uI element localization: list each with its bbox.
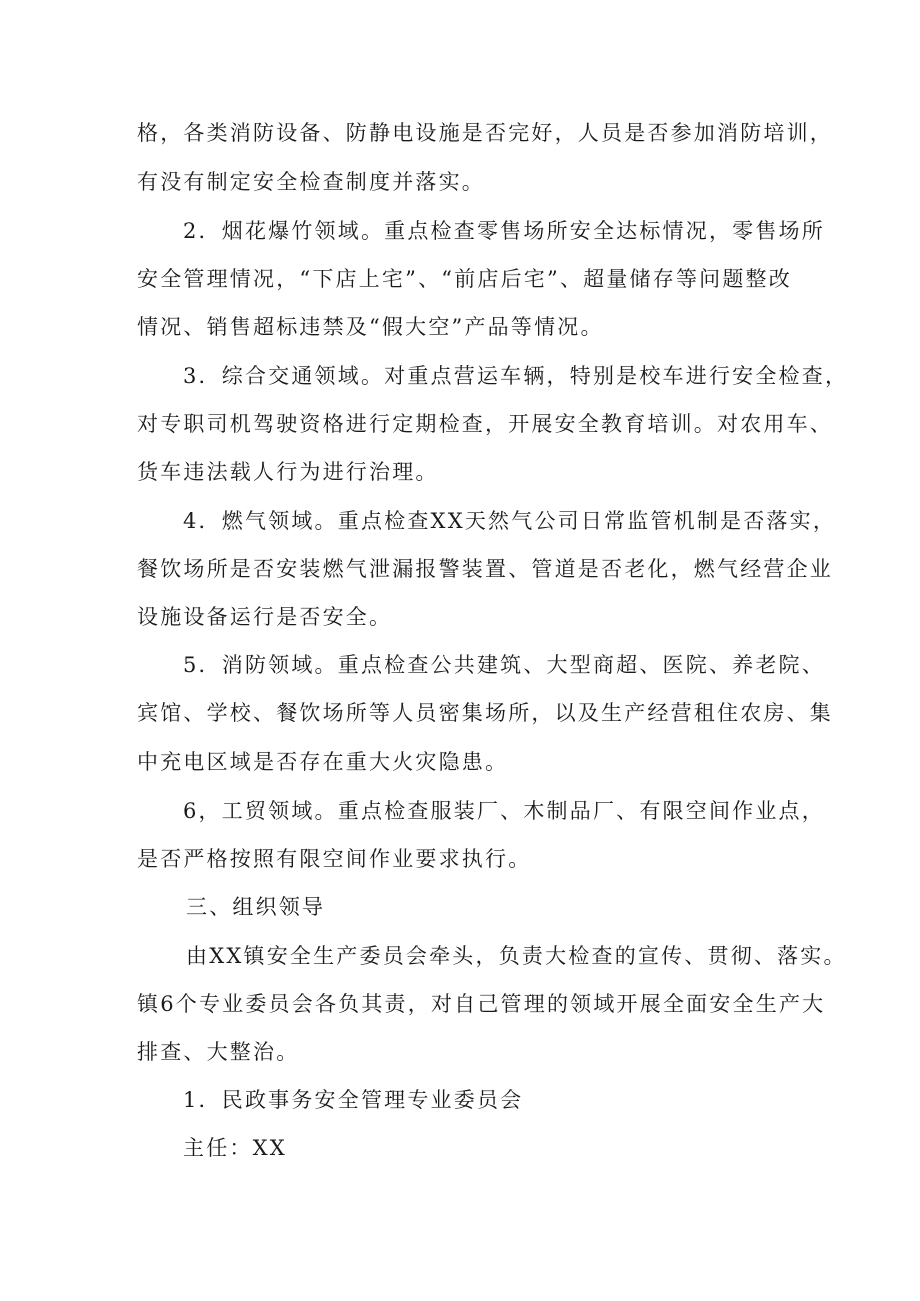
text-line: 对专职司机驾驶资格进行定期检查，开展安全教育培训。对农用车、 [137,412,833,436]
text-line: 5．消防领域。重点检查公共建筑、大型商超、医院、养老院、 [183,653,825,677]
text-line: 宾馆、学校、餐饮场所等人员密集场所，以及生产经营租住农房、集 [137,701,833,725]
text-line: 情况、销售超标违禁及“假大空”产品等情况。 [137,315,604,339]
text-line: 3．综合交通领域。对重点营运车辆，特别是校车进行安全检查， [183,364,849,388]
text-line: 安全管理情况，“下店上宅”、“前店后宅”、超量储存等问题整改 [137,267,792,291]
text-line: 是否严格按照有限空间作业要求执行。 [137,847,532,871]
text-line: 格，各类消防设备、防静电设施是否完好，人员是否参加消防培训， [137,121,833,145]
section-heading: 三、组织领导 [186,895,326,919]
text-line: 排查、大整治。 [137,1040,300,1064]
text-line: 主任：XX [183,1136,287,1160]
text-line: 由XX镇安全生产委员会牵头，负责大检查的宣传、贯彻、落实。 [186,944,847,968]
text-line: 中充电区域是否存在重大火灾隐患。 [137,750,509,774]
text-line: 1．民政事务安全管理专业委员会 [183,1088,524,1112]
text-line: 货车违法载人行为进行治理。 [137,460,439,484]
text-line: 设施设备运行是否安全。 [137,605,393,629]
text-line: 有没有制定安全检查制度并落实。 [137,170,485,194]
text-line: 6，工贸领域。重点检查服装厂、木制品厂、有限空间作业点， [183,799,825,823]
text-line: 4．燃气领域。重点检查XX天然气公司日常监管机制是否落实， [183,509,837,533]
text-line: 餐饮场所是否安装燃气泄漏报警装置、管道是否老化，燃气经营企业 [137,557,833,581]
text-line: 2．烟花爆竹领域。重点检查零售场所安全达标情况，零售场所 [183,219,825,243]
text-line: 镇6个专业委员会各负其责，对自己管理的领域开展全面安全生产大 [137,992,826,1016]
